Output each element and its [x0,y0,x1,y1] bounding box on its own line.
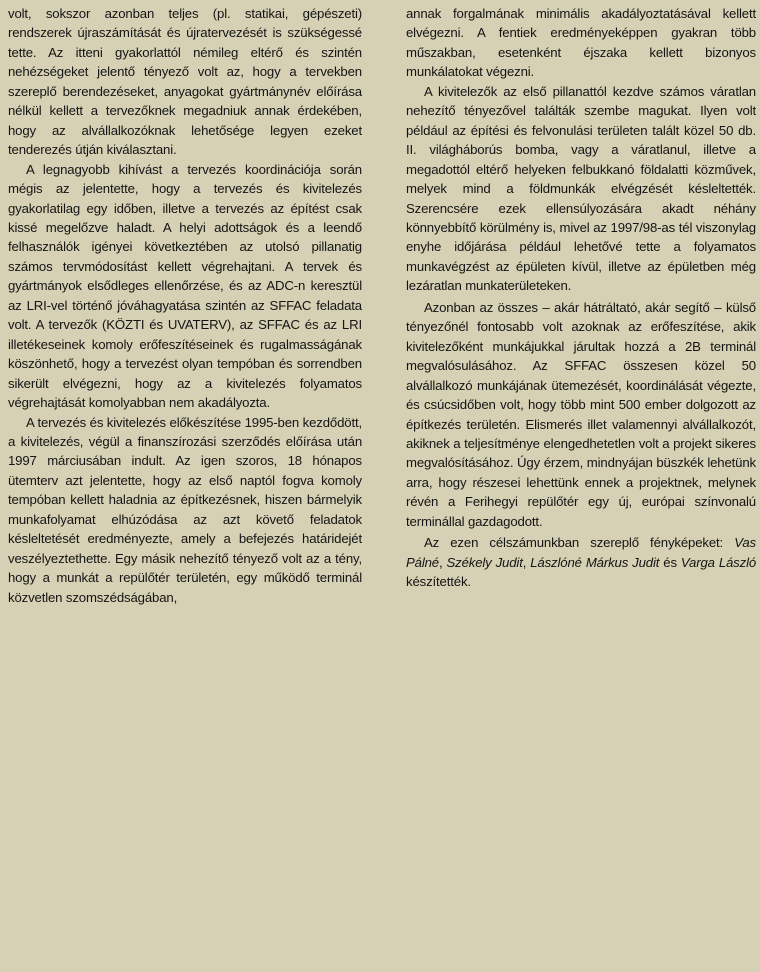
left-paragraph-3: A tervezés és kivitelezés előkészítése 1995-ben kezdődött, a kivitelezés, végül a finanszírozási szerződés előírása után 1997 márciusában indult. Az igen szoros, 18 hónapos ütemterv azt jelentette, hogy az első naptól fogva komoly tempóban kellett haladnia az építkezésnek, hiszen bármelyik munkafolyamat elhúzódása az azt követő feladatok késleltetését eredményezte, amely a befejezés határidejét veszélyeztethette. Egy másik nehezítő tényező volt az a tény, hogy a munkát a repülőtér területén, egy működő terminál közvetlen szomszédságában, [8,414,362,605]
right-paragraph-3: Azonban az összes – akár hátráltató, akár segítő – külső tényezőnél fontosabb volt azoknak az erőfeszítése, akik kivitelezőként munkájukkal járultak hozzá a 2B terminál megvalósulásához. Az SFFAC összesen közel 50 alvállalkozó munkájának ütemezését, koordinálását végezte, és csúcsidőben volt, hogy több mint 500 ember dolgozott az építkezés területén. Elismerés illet valamennyi alvállalkozót, akiknek a teljesítménye elengedhetetlen volt a projekt sikeres megvalósításához. Úgy érzem, mindnyájan büszkék lehetünk arra, hogy részesei lehettünk ennek a projektnek, melynek révén a Ferihegyi repülőtér egy új, európai színvonalú terminállal gazdagodott. [406,299,756,529]
credits-separator-2: , [522,554,531,570]
photographer-3: Lászlóné Márkus Judit [530,554,660,570]
left-paragraph-1: volt, sokszor azonban teljes (pl. statikai, gépészeti) rendszerek újraszámítását és újratervezését is szükségessé tette. Az itteni gyakorlattól némileg eltérő és szintén nehézségeket jelentő tényező volt az, hogy a tervekben szereplő berendezéseket, anyagokat gyártmánynév előírása nélkül kellett a tervezőknek megadniuk annak érdekében, hogy az alvállalkozóknak lehetősége legyen ezeket tenderezés útján kiválasztani. [8,6,362,158]
credits-and: és [659,554,681,570]
left-text-column [8,4,362,607]
credits-prefix: Az ezen célszámunkban szereplő fényképeket: [424,535,724,551]
right-paragraph-2: A kivitelezők az első pillanattól kezdve számos váratlan nehezítő tényezővel találták szembe magukat. Ilyen volt például az építési és felvonulási területen talált közel 50 db. II. világháborús bomba, vagy a váratlanul, illetve a megadottól eltérő helyeken felbukkanó földalatti közművek, melyek mind a földmunkák elvégzését késleltették. Szerencsére ezek ellensúlyozására akadt néhány könnyebbítő körülmény is, mivel az 1997/98-as tél viszonylag enyhe időjárása például lehetővé tette a folyamatos munkavégzést az épületen kívül, illetve az épületben még lezáratlan munkaterületeken. [406,83,756,294]
right-paragraph-1: annak forgalmának minimális akadályoztatásával kellett elvégezni. A fentiek eredményeképpen gyakran több műszakban, esetenként éjszaka kellett bizonyos munkálatokat végezni. [406,6,756,80]
photo-credits [406,533,756,591]
photographer-4: Varga László [680,554,757,570]
credits-separator-1: , [438,554,447,570]
photographer-2: Székely Judit [446,554,523,570]
credits-suffix: készítették. [406,574,471,590]
right-text-column [406,4,756,592]
photographer-1: Vas Pálné [406,535,757,570]
left-paragraph-2: A legnagyobb kihívást a tervezés koordinációja során mégis az jelentette, hogy a tervezés és kivitelezés gyakorlatilag egy időben, illetve a tervezés az építést csak kissé megelőzve haladt. A helyi adottságok és a leendő felhasználók igényei következtében az utolsó pillanatig számos tervmódosítást kellett végrehajtani. A tervek és gyártmányok elsődleges ellenőrzése, és az ADC-n keresztül az LRI-vel történő jóváhagyatása szintén az SFFAC feladata volt. A tervezők (KÖZTI és UVATERV), az SFFAC és az LRI illetékeseinek komoly erőfeszítéseinek és rugalmasságának köszönhető, hogy a tervezést olyan tempóban és sorrendben sikerült elvégezni, hogy az a kivitelezés folyamatos végrehajtását komolyabban nem akadályozta. [8,161,362,411]
